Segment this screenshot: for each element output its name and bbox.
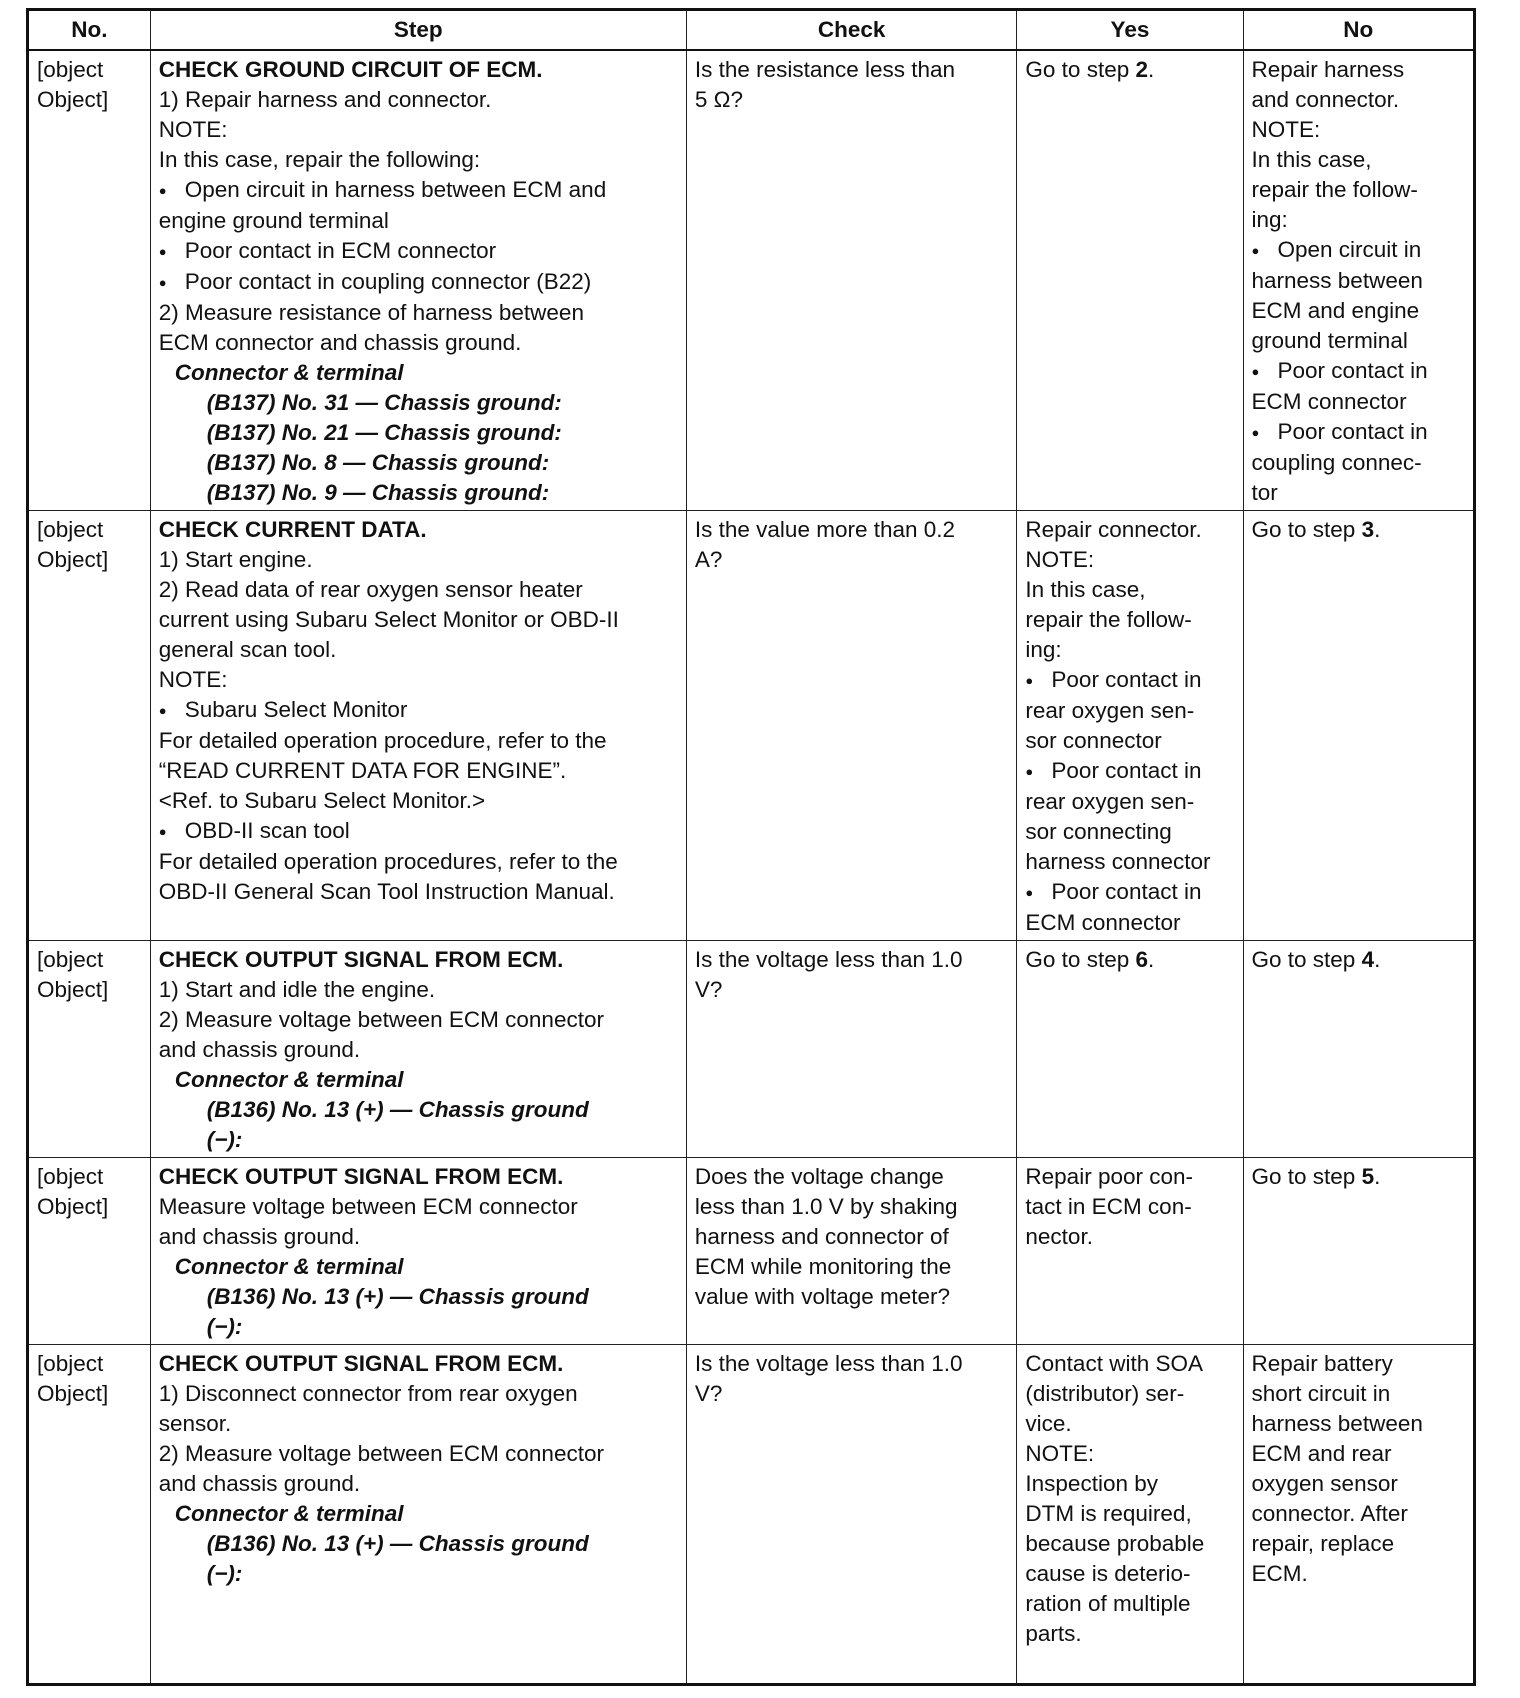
bullet-item: ● Poor contact in: [1025, 665, 1235, 696]
yes-cell: [1017, 50, 1243, 511]
table-row: [28, 511, 1475, 941]
step-number: [object Object]: [28, 1158, 151, 1345]
note-label: NOTE:: [1251, 117, 1321, 142]
check-cell: [686, 511, 1017, 941]
check-text: V?: [694, 1381, 723, 1406]
diagnostic-procedure-table: [26, 8, 1476, 1686]
result-text: Repair harness: [1251, 57, 1405, 82]
note-label: NOTE:: [1025, 1441, 1095, 1466]
step-text: 2) Measure voltage between ECM connector: [158, 1441, 604, 1466]
result-text: Repair connector.: [1025, 517, 1202, 542]
table-row: [28, 1345, 1475, 1685]
connector-spec: (−):: [206, 1127, 243, 1152]
step-heading: CHECK OUTPUT SIGNAL FROM ECM.: [158, 1164, 564, 1189]
result-text: Repair poor con-: [1025, 1164, 1193, 1189]
header-check: Check: [686, 10, 1017, 51]
step-text: sensor.: [158, 1411, 232, 1436]
connector-terminal-title: Connector & terminal: [174, 360, 404, 385]
step-text: Measure voltage between ECM connector: [158, 1194, 578, 1219]
step-reference: 4: [1361, 947, 1375, 972]
bullet-item: ● Poor contact in: [1252, 417, 1467, 448]
check-text: Is the voltage less than 1.0: [694, 947, 963, 972]
connector-terminal-title: Connector & terminal: [174, 1501, 404, 1526]
step-text: In this case, repair the following:: [158, 147, 481, 172]
connector-spec: (−):: [206, 1314, 243, 1339]
result-text: ing:: [1025, 637, 1062, 662]
step-cell: [150, 50, 686, 511]
check-text: Does the voltage change: [694, 1164, 944, 1189]
step-cell: [150, 1158, 686, 1345]
result-text: ing:: [1251, 207, 1288, 232]
check-text: Is the value more than 0.2: [694, 517, 956, 542]
go-to-step: Go to step 4.: [1251, 947, 1381, 972]
bullet-item: ● Open circuit in: [1252, 235, 1467, 266]
connector-spec: (B136) No. 13 (+) — Chassis ground: [206, 1284, 589, 1309]
result-text: nector.: [1025, 1224, 1093, 1249]
bullet-item: ● Poor contact in: [1025, 756, 1235, 787]
step-heading: CHECK CURRENT DATA.: [158, 517, 427, 542]
result-text: connector. After: [1251, 1501, 1408, 1526]
note-label: NOTE:: [158, 667, 228, 692]
connector-spec: (B137) No. 9 — Chassis ground:: [206, 480, 550, 505]
connector-spec: (B137) No. 21 — Chassis ground:: [206, 420, 562, 445]
step-text: “READ CURRENT DATA FOR ENGINE”.: [158, 758, 567, 783]
result-text: oxygen sensor: [1251, 1471, 1398, 1496]
step-reference: 3: [1361, 517, 1375, 542]
step-number: [object Object]: [28, 1345, 151, 1685]
check-cell: [686, 941, 1017, 1158]
step-text: general scan tool.: [158, 637, 337, 662]
bullet-item: ● Open circuit in harness between ECM and: [159, 175, 679, 206]
check-text: 5 Ω?: [694, 87, 743, 112]
yes-cell: [1017, 941, 1243, 1158]
step-text: 2) Measure resistance of harness between: [158, 300, 584, 325]
go-to-step: Go to step 2.: [1025, 57, 1155, 82]
yes-cell: [1017, 1158, 1243, 1345]
bullet-continuation: rear oxygen sen-: [1025, 698, 1195, 723]
step-heading: CHECK OUTPUT SIGNAL FROM ECM.: [158, 1351, 564, 1376]
step-text: ECM connector and chassis ground.: [158, 330, 522, 355]
result-text: ECM.: [1251, 1561, 1308, 1586]
check-cell: [686, 1345, 1017, 1685]
result-text: tact in ECM con-: [1025, 1194, 1192, 1219]
connector-spec: (B137) No. 31 — Chassis ground:: [206, 390, 562, 415]
step-cell: [150, 511, 686, 941]
check-text: ECM while monitoring the: [694, 1254, 952, 1279]
step-text: current using Subaru Select Monitor or OBD-II: [158, 607, 619, 632]
check-text: less than 1.0 V by shaking: [694, 1194, 958, 1219]
step-number: [object Object]: [28, 941, 151, 1158]
step-heading: CHECK GROUND CIRCUIT OF ECM.: [158, 57, 543, 82]
bullet-item: ● Poor contact in coupling connector (B22): [159, 267, 679, 298]
result-text: short circuit in: [1251, 1381, 1391, 1406]
result-text: Repair battery: [1251, 1351, 1393, 1376]
step-cell: [150, 941, 686, 1158]
bullet-continuation: coupling connec-: [1251, 450, 1422, 475]
step-text: 2) Read data of rear oxygen sensor heater: [158, 577, 583, 602]
result-text: cause is deterio-: [1025, 1561, 1191, 1586]
connector-spec: (−):: [206, 1561, 243, 1586]
result-text: In this case,: [1251, 147, 1372, 172]
check-text: harness and connector of: [694, 1224, 949, 1249]
step-number: [object Object]: [28, 50, 151, 511]
result-text: because probable: [1025, 1531, 1205, 1556]
no-cell: [1243, 1345, 1475, 1685]
bullet-continuation: sor connecting: [1025, 819, 1172, 844]
connector-terminal-title: Connector & terminal: [174, 1254, 404, 1279]
connector-spec: (B137) No. 8 — Chassis ground:: [206, 450, 550, 475]
yes-cell: [1017, 1345, 1243, 1685]
check-text: A?: [694, 547, 723, 572]
result-text: ECM and rear: [1251, 1441, 1392, 1466]
header-step: Step: [150, 10, 686, 51]
result-text: Inspection by: [1025, 1471, 1158, 1496]
check-cell: [686, 50, 1017, 511]
bullet-item: ● Subaru Select Monitor: [159, 695, 679, 726]
table-row: [28, 50, 1475, 511]
header-no: No.: [28, 10, 151, 51]
step-text: 1) Disconnect connector from rear oxygen: [158, 1381, 578, 1406]
result-text: In this case,: [1025, 577, 1146, 602]
no-cell: [1243, 50, 1475, 511]
result-text: ration of multiple: [1025, 1591, 1191, 1616]
check-cell: [686, 1158, 1017, 1345]
result-text: DTM is required,: [1025, 1501, 1192, 1526]
bullet-item: ● Poor contact in: [1025, 877, 1235, 908]
step-reference: 2: [1135, 57, 1148, 82]
result-text: (distributor) ser-: [1025, 1381, 1185, 1406]
bullet-continuation: sor connector: [1025, 728, 1162, 753]
go-to-step: Go to step 6.: [1025, 947, 1155, 972]
header-yes: Yes: [1017, 10, 1243, 51]
go-to-step: Go to step 3.: [1251, 517, 1381, 542]
bullet-item: ● Poor contact in: [1252, 356, 1467, 387]
connector-spec: (B136) No. 13 (+) — Chassis ground: [206, 1531, 589, 1556]
step-heading: CHECK OUTPUT SIGNAL FROM ECM.: [158, 947, 564, 972]
note-label: NOTE:: [158, 117, 228, 142]
step-text: For detailed operation procedures, refer to the: [158, 849, 618, 874]
note-label: NOTE:: [1025, 547, 1095, 572]
step-reference: 5: [1361, 1164, 1375, 1189]
result-text: repair the follow-: [1251, 177, 1418, 202]
connector-terminal-title: Connector & terminal: [174, 1067, 404, 1092]
step-text: 1) Start engine.: [158, 547, 313, 572]
result-text: vice.: [1025, 1411, 1072, 1436]
bullet-continuation: harness between: [1251, 268, 1423, 293]
step-text: 1) Repair harness and connector.: [158, 87, 492, 112]
check-text: V?: [694, 977, 723, 1002]
result-text: repair, replace: [1251, 1531, 1395, 1556]
step-number: [object Object]: [28, 511, 151, 941]
check-text: value with voltage meter?: [694, 1284, 951, 1309]
result-text: harness between: [1251, 1411, 1423, 1436]
no-cell: [1243, 941, 1475, 1158]
step-reference: 6: [1135, 947, 1148, 972]
step-text: and chassis ground.: [158, 1037, 361, 1062]
table-row: [28, 1158, 1475, 1345]
result-text: and connector.: [1251, 87, 1400, 112]
check-text: Is the resistance less than: [694, 57, 956, 82]
bullet-continuation: ECM and engine: [1251, 298, 1420, 323]
bullet-item: ● Poor contact in ECM connector: [159, 236, 679, 267]
bullet-continuation: engine ground terminal: [158, 208, 389, 233]
step-text: OBD-II General Scan Tool Instruction Manual.: [158, 879, 615, 904]
step-text: and chassis ground.: [158, 1471, 361, 1496]
result-text: parts.: [1025, 1621, 1082, 1646]
bullet-continuation: ground terminal: [1251, 328, 1408, 353]
connector-spec: (B136) No. 13 (+) — Chassis ground: [206, 1097, 589, 1122]
bullet-continuation: ECM connector: [1025, 910, 1181, 935]
step-text: and chassis ground.: [158, 1224, 361, 1249]
go-to-step: Go to step 5.: [1251, 1164, 1381, 1189]
table-row: [28, 941, 1475, 1158]
header-row: [28, 10, 1475, 51]
bullet-continuation: tor: [1251, 480, 1278, 505]
yes-cell: [1017, 511, 1243, 941]
no-cell: [1243, 511, 1475, 941]
step-text: 2) Measure voltage between ECM connector: [158, 1007, 604, 1032]
bullet-item: ● OBD-II scan tool: [159, 816, 679, 847]
header-no-result: No: [1243, 10, 1475, 51]
no-cell: [1243, 1158, 1475, 1345]
bullet-continuation: ECM connector: [1251, 389, 1407, 414]
step-text: For detailed operation procedure, refer to the: [158, 728, 607, 753]
bullet-continuation: harness connector: [1025, 849, 1211, 874]
step-text: 1) Start and idle the engine.: [158, 977, 436, 1002]
result-text: Contact with SOA: [1025, 1351, 1203, 1376]
result-text: repair the follow-: [1025, 607, 1192, 632]
check-text: Is the voltage less than 1.0: [694, 1351, 963, 1376]
bullet-continuation: rear oxygen sen-: [1025, 789, 1195, 814]
step-cell: [150, 1345, 686, 1685]
reference-text: <Ref. to Subaru Select Monitor.>: [158, 788, 486, 813]
